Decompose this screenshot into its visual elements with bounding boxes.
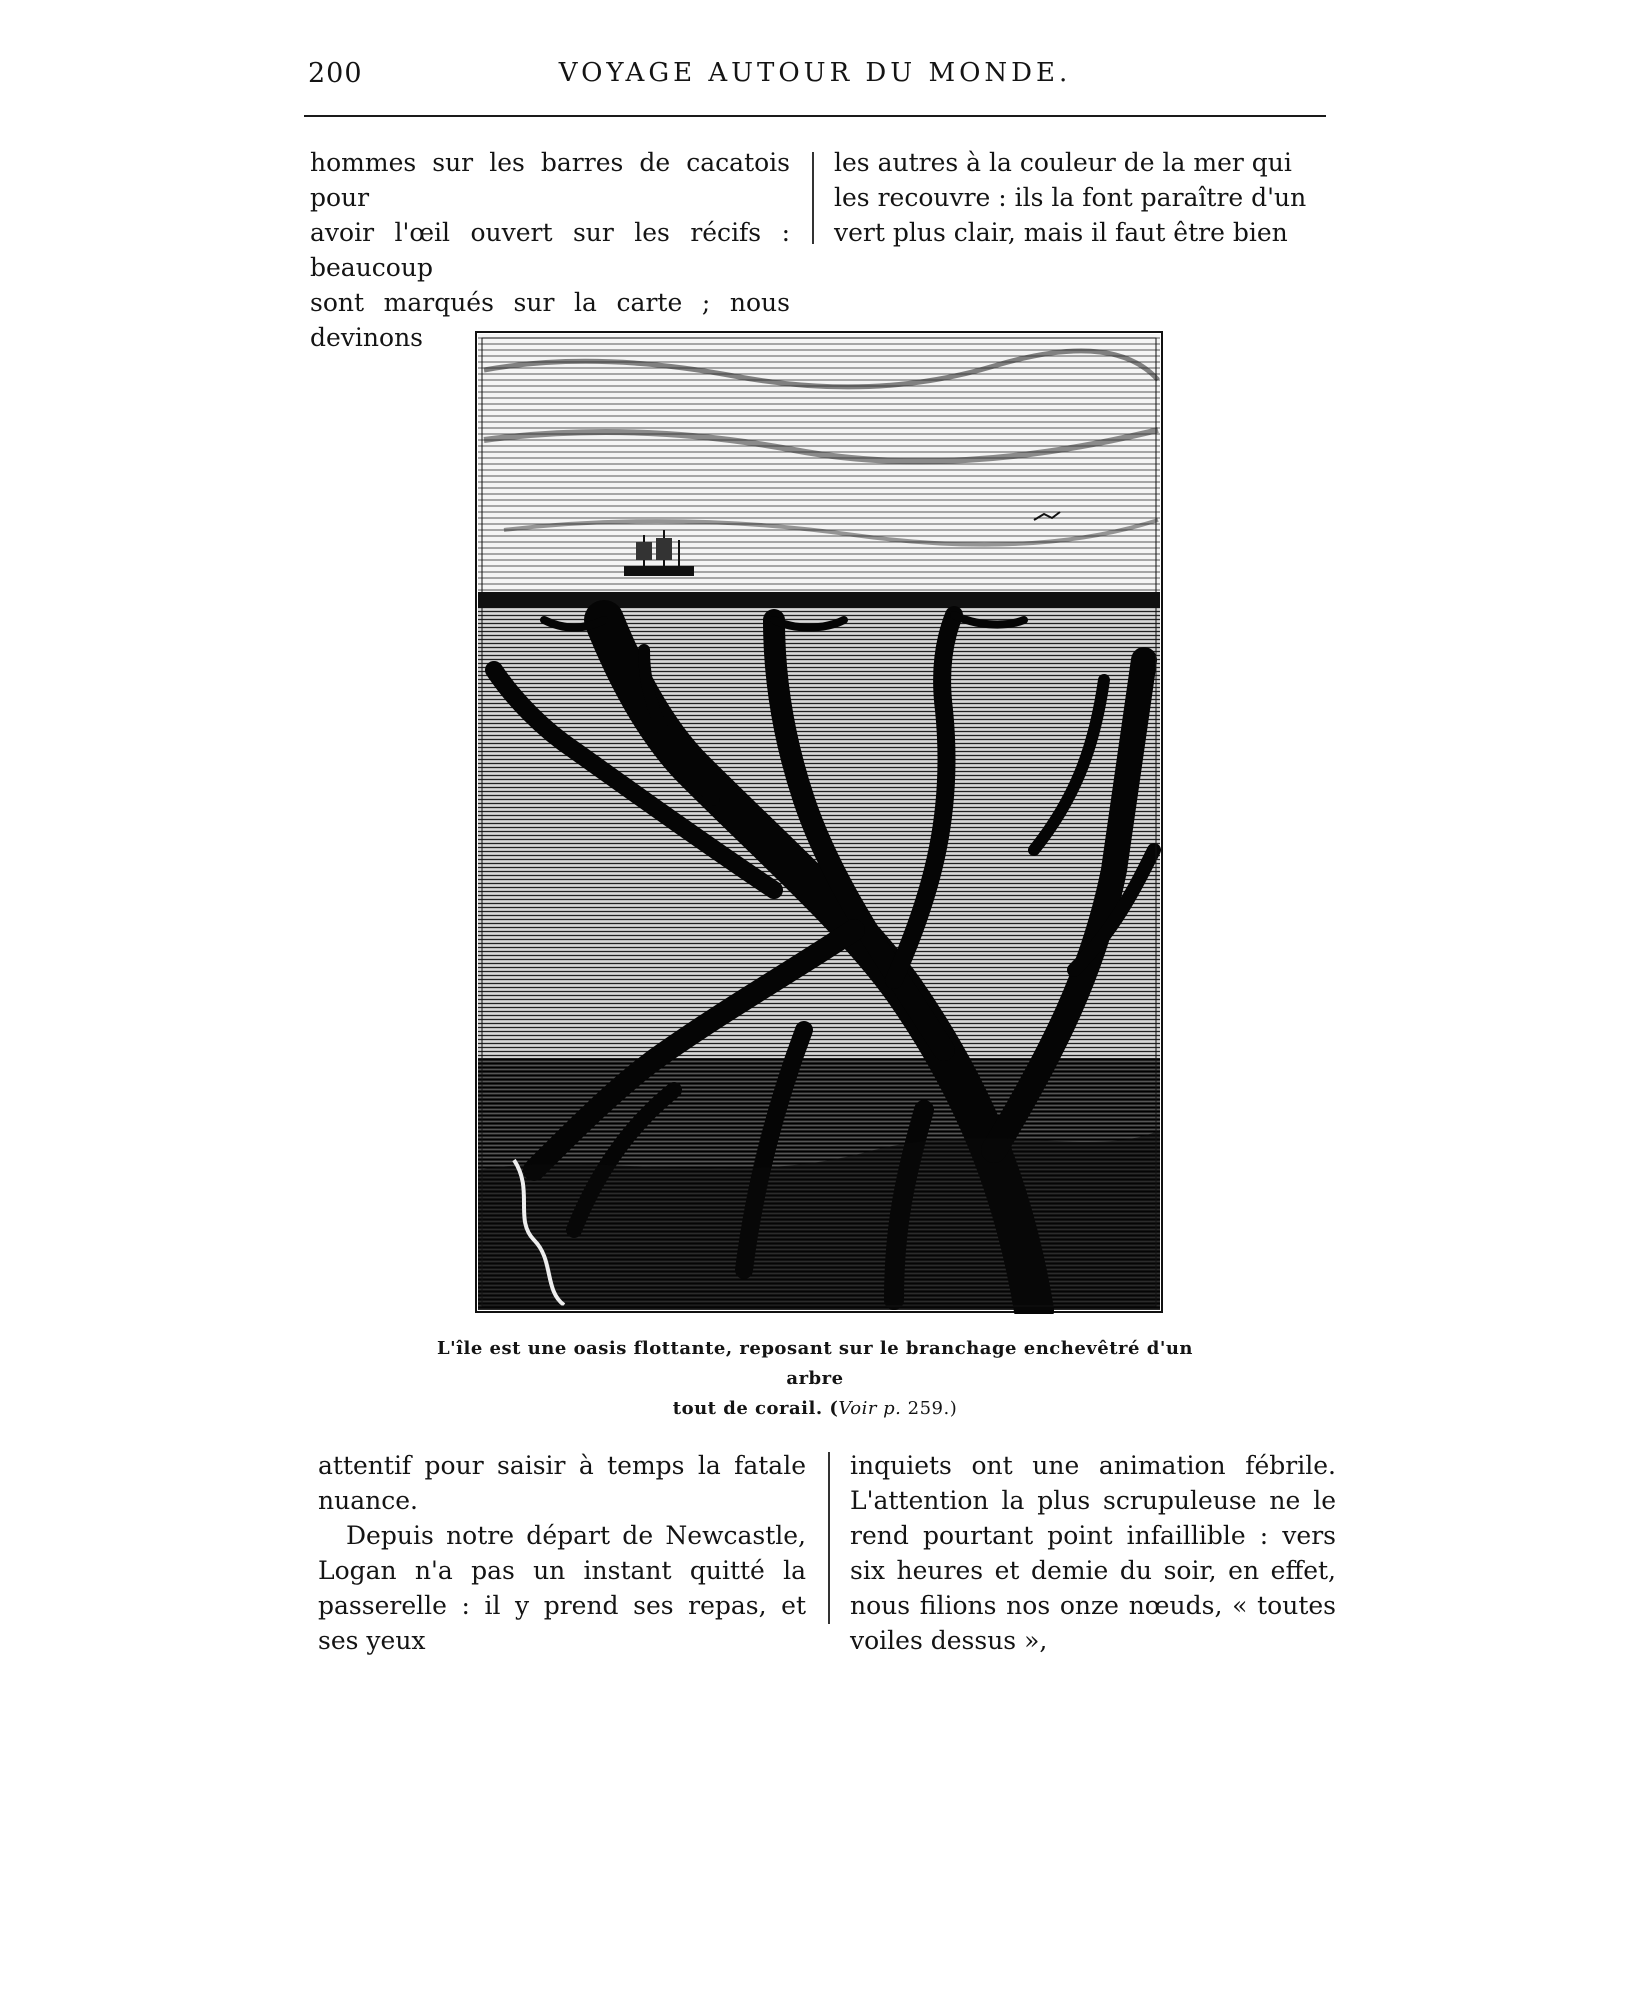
page-header	[300, 58, 1330, 98]
text-line: vert plus clair, mais il faut être bien	[834, 218, 1288, 247]
bottom-left-column	[318, 1448, 806, 1658]
text-line: sont marqués sur la carte ; nous devinons	[310, 288, 790, 352]
coral-tree-engraving	[474, 330, 1164, 1314]
text-line: avoir l'œil ouvert sur les récifs : beaucoup	[310, 218, 790, 282]
figure-caption	[420, 1334, 1210, 1424]
caption-page-ref: 259.)	[901, 1398, 958, 1419]
page-number: 200	[308, 58, 363, 89]
text-line: les autres à la couleur de la mer qui	[834, 148, 1292, 177]
bottom-right-column	[850, 1448, 1336, 1658]
paragraph: Depuis notre départ de Newcastle, Logan n'a pas un instant quitté la passerelle : il y prend ses repas, et ses yeux	[318, 1521, 806, 1655]
caption-line-1: L'île est une oasis flottante, reposant sur le branchage enchevêtré d'un arbre	[436, 1338, 1194, 1389]
top-right-column	[834, 145, 1322, 250]
text-line: hommes sur les barres de cacatois pour	[310, 148, 790, 212]
header-rule	[304, 115, 1326, 117]
top-left-column	[310, 145, 790, 355]
paragraph: attentif pour saisir à temps la fatale nuance.	[318, 1451, 806, 1515]
running-title: VOYAGE AUTOUR DU MONDE.	[558, 58, 1072, 88]
column-divider	[812, 152, 814, 244]
caption-text: tout de corail. (	[672, 1398, 839, 1419]
caption-voir: Voir p.	[838, 1398, 902, 1419]
text-line: les recouvre : ils la font paraître d'un	[834, 183, 1307, 212]
column-divider	[828, 1452, 830, 1624]
paragraph: inquiets ont une animation fébrile. L'attention la plus scrupuleuse ne le rend pourtant point infaillible : vers six heures et demie du soir, en effet, nous filions nos onze nœuds, « toutes voiles dessus »,	[850, 1451, 1336, 1655]
caption-line-2	[420, 1394, 1210, 1424]
